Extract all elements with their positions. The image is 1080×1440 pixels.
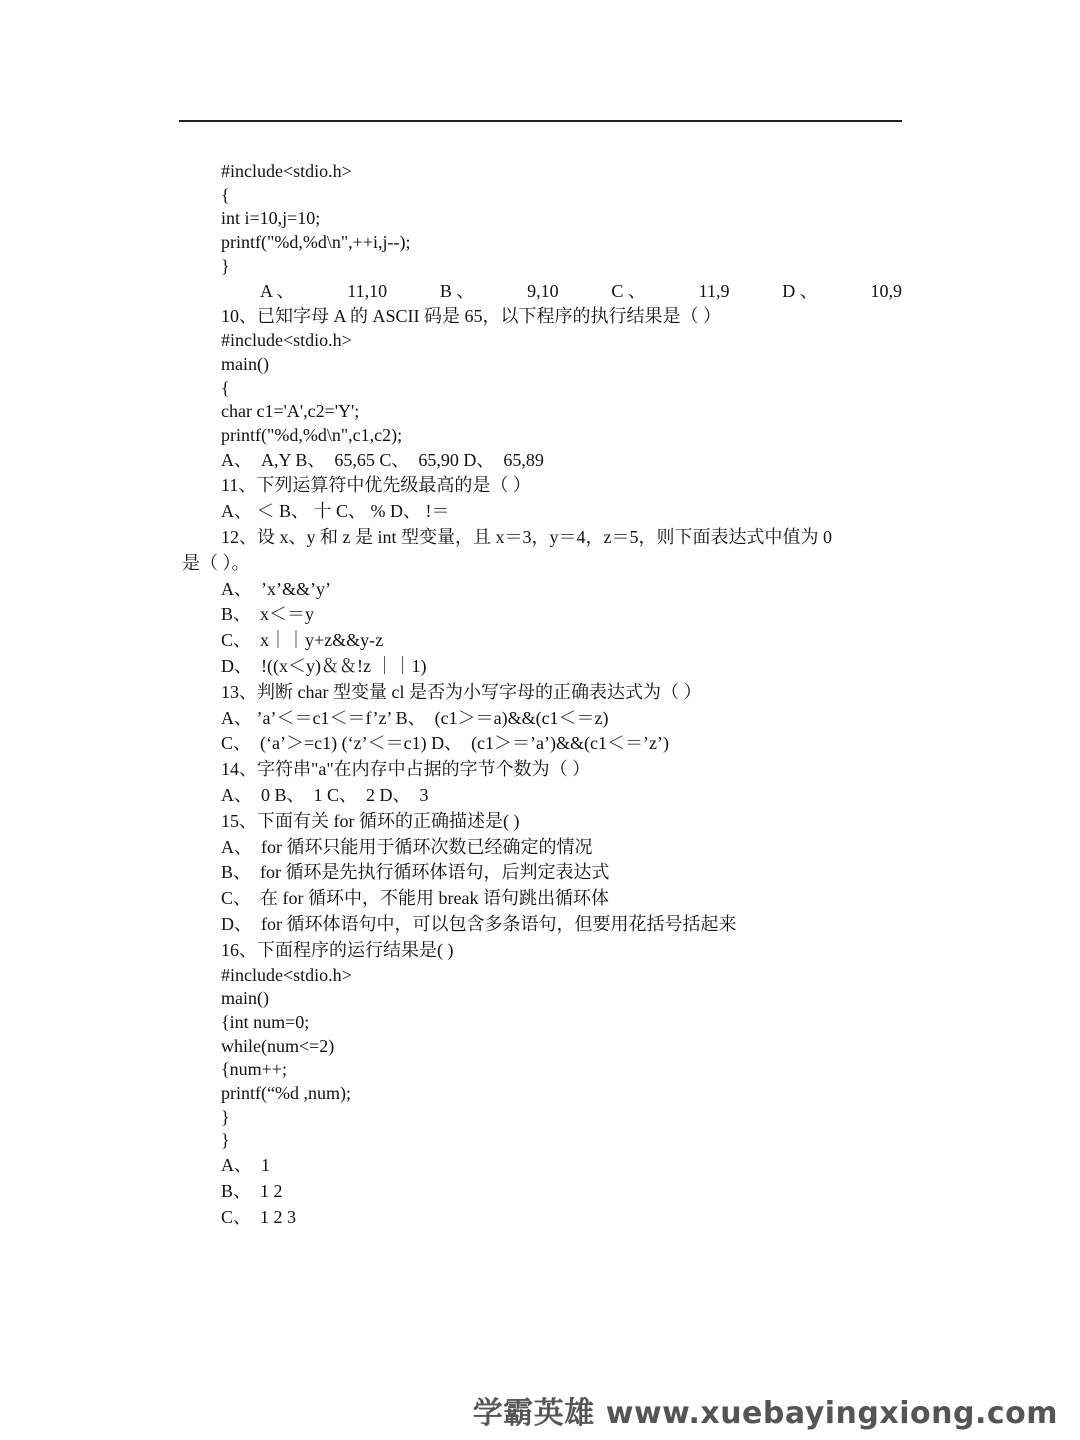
code-line: {int num=0; (221, 1011, 310, 1032)
code-line: } (221, 1130, 230, 1151)
q13-options-ab: A、 ’a’＜＝c1＜＝f’z’ B、 (c1＞＝a)&&(c1＜＝z) (221, 707, 609, 728)
option-value: 11,9 (698, 281, 730, 302)
q11-options: A、 ＜ B、 十 C、 % D、 !＝ (221, 501, 450, 522)
q14-options: A、 0 B、 1 C、 2 D、 3 (221, 784, 429, 805)
code-line: printf("%d,%d\n",++i,j--); (221, 232, 411, 253)
code-line: #include<stdio.h> (221, 330, 352, 351)
q13-options-cd: C、 (‘a’＞=c1) (‘z’＜＝c1) D、 (c1＞＝’a’)&&(c1＜＝’z’) (221, 733, 669, 754)
code-line: {num++; (221, 1059, 287, 1080)
code-line: int i=10,j=10; (221, 208, 321, 229)
option-value: 9,10 (527, 281, 559, 302)
option-value: 10,9 (870, 281, 902, 302)
question-11: 11、下列运算符中优先级最高的是（ ） (221, 475, 531, 496)
code-line: #include<stdio.h> (221, 161, 352, 181)
q12-option-d: D、 !((x＜y)＆＆!z ｜｜1) (221, 655, 427, 676)
question-14: 14、字符串"a"在内存中占据的字节个数为（ ） (221, 759, 591, 780)
code-line: printf("%d,%d\n",c1,c2); (221, 424, 403, 445)
code-line: main() (221, 353, 269, 374)
q16-option-c: C、 1 2 3 (221, 1206, 297, 1227)
q16-option-b: B、 1 2 (221, 1180, 283, 1201)
q16-option-a: A、 1 (221, 1155, 270, 1175)
document-body (182, 160, 902, 1230)
option-label: C 、 (611, 281, 646, 302)
code-line: { (221, 184, 230, 205)
option-label: A 、 (260, 281, 295, 302)
question-13: 13、判断 char 型变量 cl 是否为小写字母的正确表达式为（ ） (221, 681, 702, 702)
code-line: #include<stdio.h> (221, 964, 352, 985)
question-15: 15、下面有关 for 循环的正确描述是( ) (221, 810, 520, 831)
header-rule (179, 120, 902, 122)
q15-option-a: A、 for 循环只能用于循环次数已经确定的情况 (221, 836, 593, 857)
code-line: while(num<=2) (221, 1035, 335, 1056)
question-10: 10、已知字母 A 的 ASCII 码是 65，以下程序的执行结果是（ ） (221, 306, 722, 327)
q15-option-d: D、 for 循环体语句中，可以包含多条语句，但要用花括号括起来 (221, 913, 737, 934)
code-line: main() (221, 988, 269, 1009)
option-label: B 、 (439, 281, 475, 302)
code-line: { (221, 377, 230, 398)
code-line: printf(“%d ,num); (221, 1082, 351, 1103)
q10-options: A、 A,Y B、 65,65 C、 65,90 D、 65,89 (221, 449, 544, 470)
question-16: 16、下面程序的运行结果是( ) (221, 939, 454, 960)
q15-option-c: C、 在 for 循环中，不能用 break 语句跳出循环体 (221, 888, 609, 909)
code-line: char c1='A',c2='Y'; (221, 401, 360, 422)
q15-option-b: B、 for 循环是先执行循环体语句，后判定表达式 (221, 862, 610, 883)
site-watermark: 学霸英雄 www.xuebayingxiong.com (472, 1396, 1058, 1431)
question-12-continuation: 是（ ）。 (182, 552, 250, 573)
q12-option-a: A、 ’x’&&’y’ (221, 578, 331, 599)
code-line: } (221, 255, 230, 276)
question-12: 12、设 x、y 和 z 是 int 型变量，且 x＝3，y＝4，z＝5，则下面表达式中值为 0 (221, 526, 832, 547)
option-value: 11,10 (347, 281, 388, 302)
q12-option-b: B、 x＜＝y (221, 604, 315, 625)
q12-option-c: C、 x｜｜y+z&&y-z (221, 630, 384, 651)
code-line: } (221, 1106, 230, 1127)
option-label: D 、 (782, 281, 818, 302)
q9-options (182, 278, 902, 305)
